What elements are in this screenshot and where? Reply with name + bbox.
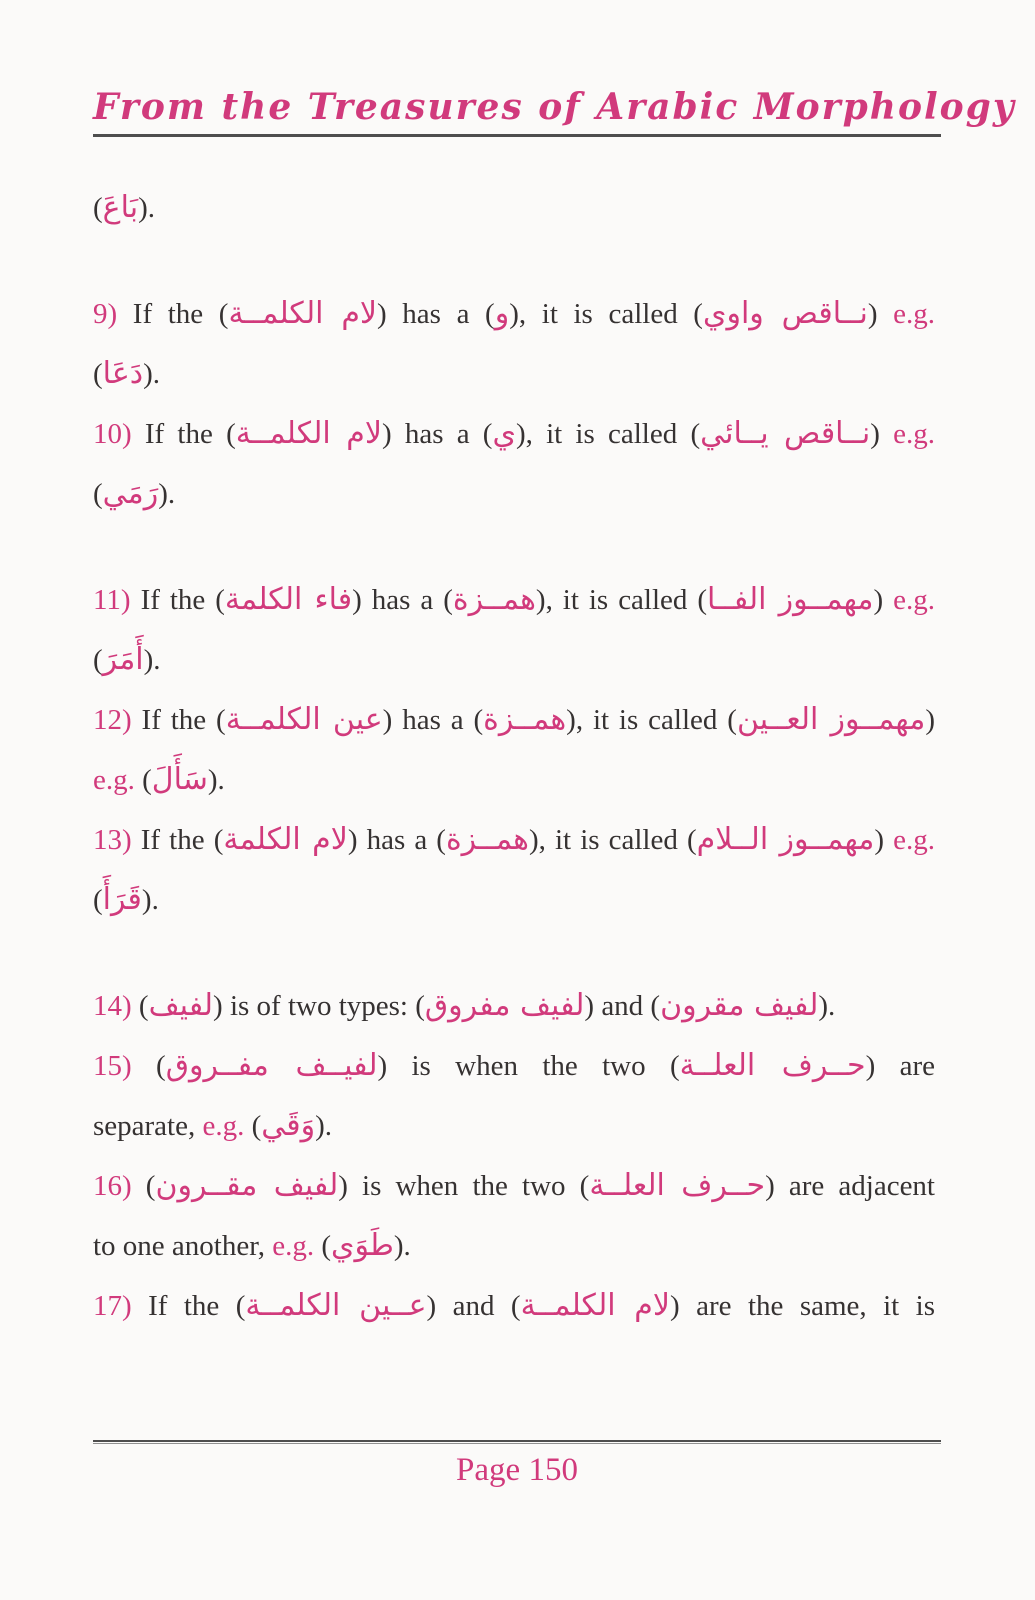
body-text: If the ( [141,704,226,736]
text-line [93,404,935,464]
body-text: ), it is called ( [509,298,703,330]
accent-text: 16) [93,1170,146,1202]
accent-text: e.g. [893,824,935,856]
accent-text: 17) [93,1290,149,1322]
body-text: ) [867,298,894,330]
body-text: ( [156,1050,166,1082]
accent-text: 9) [93,298,133,330]
body-text: ) has a ( [377,298,495,330]
body-text: separate, [93,1110,203,1142]
arabic-term: مهمــوز الــلام [696,822,875,857]
arabic-term: لفيف مقرون [660,988,819,1023]
text-line [93,750,935,810]
body-text: ), it is called ( [515,418,701,450]
page-footer [93,1440,941,1489]
arabic-term: لفيــف مفــروق [165,1048,378,1083]
arabic-term: فاء الكلمة [224,582,353,617]
body-text: ) [874,824,894,856]
body-text: ) [925,704,935,736]
body-text: ). [143,358,160,390]
text-line [93,630,935,690]
body-text: ), it is called ( [535,584,708,616]
arabic-term: لفيف مقــرون [155,1168,339,1203]
body-text: If the ( [148,1290,246,1322]
arabic-term: أَمَرَ [102,642,144,677]
body-text: ). [158,478,176,510]
body-text: ( [93,192,103,224]
arabic-term: لام الكلمــة [228,296,378,331]
accent-text: e.g. [93,764,143,796]
header-divider [93,134,941,137]
text-line [93,284,935,344]
arabic-term: قَرَأَ [102,882,142,917]
body-text: ( [321,1230,332,1262]
page-title: From the Treasures of Arabic Morphology [93,86,1016,128]
accent-text: e.g. [893,418,935,450]
arabic-term: طَوَي [331,1228,394,1263]
arabic-term: نــاقص واوي [702,296,868,331]
text-line [93,464,935,524]
body-text: ( [251,1110,262,1142]
body-text: ). [393,1230,411,1262]
accent-text: 14) [93,990,139,1022]
text-line [93,690,935,750]
text-line [93,1216,935,1276]
arabic-term: نــاقص يــائي [700,416,871,451]
arabic-term: دَعَا [102,356,144,391]
body-text: ) and ( [426,1290,521,1322]
body-text: ) has a ( [352,584,453,616]
arabic-term: و [494,296,510,331]
arabic-term: وَقَي [261,1108,316,1143]
text-line [93,570,935,630]
body-text: ), it is called ( [528,824,697,856]
arabic-term: مهمــوز الفــا [707,582,874,617]
arabic-term: بَاعَ [102,190,139,225]
body-text: ). [207,764,225,796]
body-text: ( [93,478,103,510]
footer-divider [93,1440,941,1444]
accent-text: e.g. [893,298,935,330]
text-line [93,1036,935,1096]
body-text: ). [818,990,836,1022]
accent-text: 11) [93,584,141,616]
body-text: ). [141,884,159,916]
body-text: ) are adjacent [765,1170,935,1202]
body-text: ) has a ( [382,704,484,736]
text-line [93,178,935,238]
arabic-term: سَأَلَ [151,762,208,797]
body-text: ( [93,358,103,390]
body-text: ) [870,418,894,450]
arabic-term: حــرف العلــة [589,1168,766,1203]
body-text: ( [138,990,149,1022]
body-text: ) and ( [584,990,661,1022]
body-text: ). [315,1110,333,1142]
body-text: If the ( [144,418,236,450]
body-text: ). [138,192,155,224]
arabic-term: همــزة [483,702,567,737]
arabic-term: لام الكلمــة [520,1288,670,1323]
body-text: If the ( [140,824,224,856]
body-text: ( [93,884,103,916]
body-text: ) is of two types: ( [213,990,425,1022]
text-line [93,976,935,1036]
body-text: to one another, [93,1230,273,1262]
page-header [93,86,1016,137]
text-line [93,870,935,930]
body-text: ) has a ( [381,418,493,450]
arabic-term: ي [492,416,516,451]
accent-text: e.g. [272,1230,322,1262]
body-text: If the ( [140,584,225,616]
arabic-term: مهمــوز العــين [736,702,926,737]
arabic-term: لام الكلمة [223,822,348,857]
arabic-term: همــزة [452,582,536,617]
body-text: ) is when the two ( [377,1050,680,1082]
arabic-term: عين الكلمــة [225,702,383,737]
accent-text: 12) [93,704,142,736]
accent-text: 15) [93,1050,157,1082]
accent-text: e.g. [202,1110,252,1142]
arabic-term: رَمَي [102,476,159,511]
accent-text: 10) [93,418,145,450]
body-text: ) is when the two ( [338,1170,590,1202]
text-line [93,1156,935,1216]
body-text: ) are [865,1050,935,1082]
arabic-term: حــرف العلــة [679,1048,866,1083]
arabic-term: لفيف مفروق [424,988,585,1023]
body-text: ( [145,1170,156,1202]
page-number: Page 150 [456,1452,578,1488]
body-text: ) has a ( [347,824,446,856]
body-text: ) are the same, it is [670,1290,936,1322]
text-line [93,1276,935,1336]
content [93,178,935,1336]
body-text: ), it is called ( [566,704,737,736]
accent-text: 13) [93,824,141,856]
arabic-term: لفيف [148,988,214,1023]
text-line [93,344,935,404]
text-line [93,810,935,870]
arabic-term: لام الكلمــة [235,416,382,451]
text-line [93,1096,935,1156]
accent-text: e.g. [893,584,935,616]
body-text: If the ( [132,298,229,330]
body-text: ) [873,584,894,616]
body-text: ). [143,644,161,676]
arabic-term: همــزة [445,822,529,857]
body-text: ( [93,644,103,676]
arabic-term: عــين الكلمــة [245,1288,427,1323]
body-text: ( [142,764,152,796]
